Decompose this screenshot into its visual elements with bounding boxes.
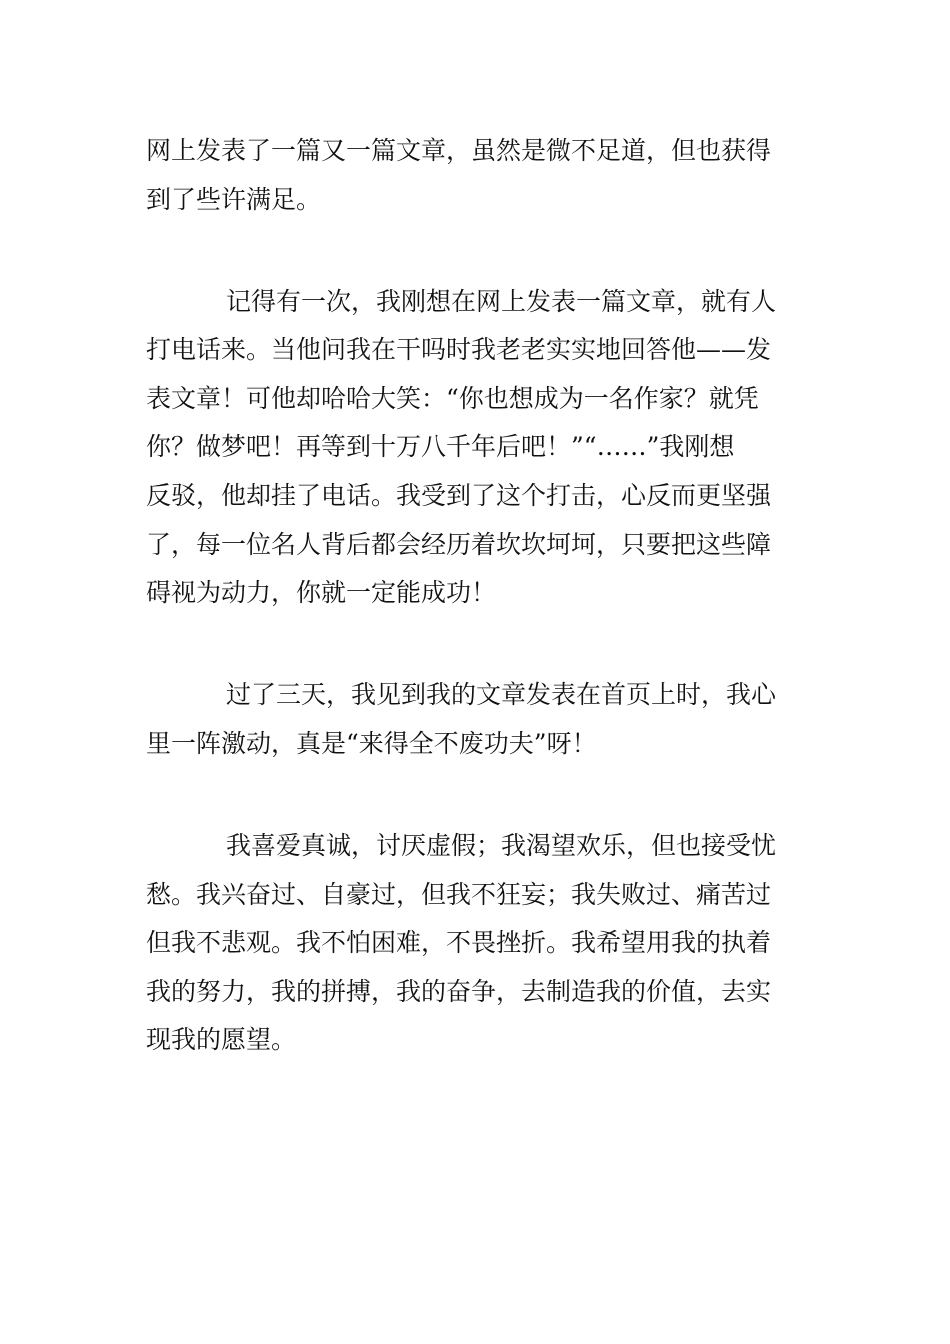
text-line: 到了些许满足。 [146,184,322,214]
text-line: 你？做梦吧！再等到十万八千年后吧！”“……”我刚想 [146,432,735,462]
text-line: 记得有一次，我刚想在网上发表一篇文章，就有人 [226,286,777,316]
text-line: 了，每一位名人背后都会经历着坎坎坷坷，只要把这些障 [146,529,772,559]
text-line: 愁。我兴奋过、自豪过，但我不狂妄；我失败过、痛苦过 [146,879,772,909]
paragraph-spacing [146,618,806,672]
paragraph-4 [146,822,806,1065]
text-line: 打电话来。当他问我在干吗时我老老实实地回答他——发 [146,335,772,365]
paragraph-2 [146,278,806,618]
paragraph-1 [146,127,806,224]
text-line: 我的努力，我的拼搏，我的奋争，去制造我的价值，去实 [146,976,772,1006]
text-line: 过了三天，我见到我的文章发表在首页上时，我心 [226,680,777,710]
paragraph-3 [146,671,806,768]
document-body [146,127,806,1065]
text-line: 表文章！可他却哈哈大笑：“你也想成为一名作家？就凭 [146,383,759,413]
text-line: 我喜爱真诚，讨厌虚假；我渴望欢乐，但也接受忧 [226,831,777,861]
text-line: 碍视为动力，你就一定能成功！ [146,578,497,608]
text-line: 但我不悲观。我不怕困难，不畏挫折。我希望用我的执着 [146,928,772,958]
paragraph-spacing [146,769,806,823]
text-line: 网上发表了一篇又一篇文章，虽然是微不足道，但也获得 [146,136,772,165]
text-line: 反驳，他却挂了电话。我受到了这个打击，心反而更坚强 [146,481,772,511]
text-line: 现我的愿望。 [146,1025,297,1055]
paragraph-spacing [146,224,806,278]
text-line: 里一阵激动，真是“来得全不废功夫”呀！ [146,728,597,758]
